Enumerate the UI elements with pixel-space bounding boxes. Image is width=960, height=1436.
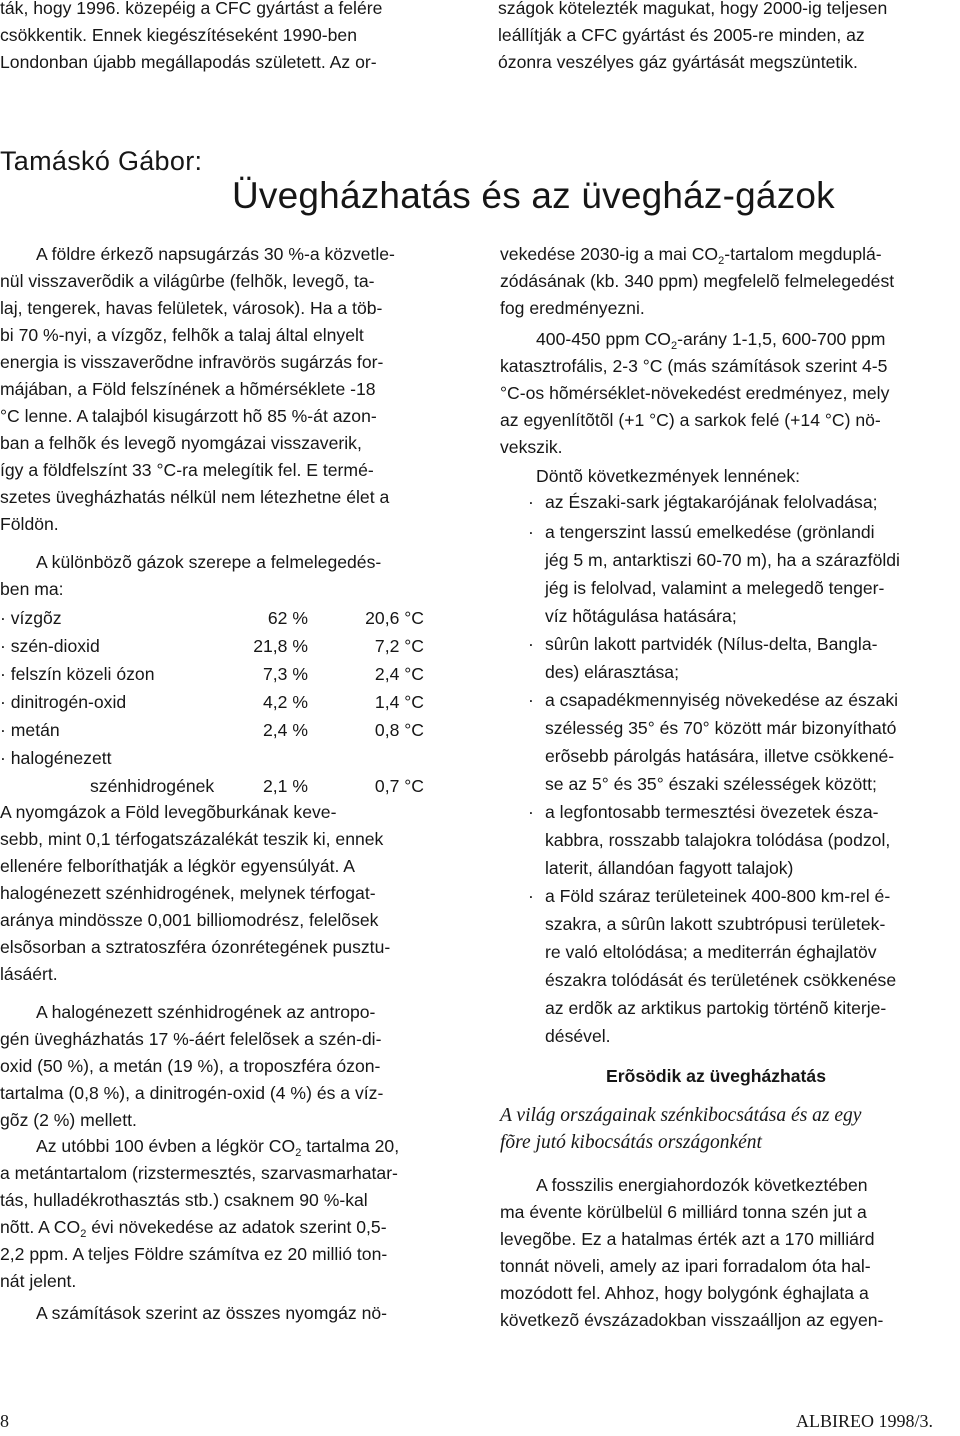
gas-name: · felszín közeli ózon bbox=[0, 664, 155, 684]
subscript: 2 bbox=[295, 1147, 302, 1159]
list-item: jég is felolvad, valamint a melegedõ tenger- bbox=[545, 578, 885, 598]
list-item: laterit, állandóan fagyott talajok) bbox=[545, 858, 794, 878]
bullet-icon: · bbox=[528, 492, 534, 512]
text-line bbox=[0, 1217, 387, 1240]
text-line: katasztrofális, 2-3 °C (más számítások szerint 4-5 bbox=[500, 356, 888, 376]
text-line: °C lenne. A talajból kisugárzott hõ 85 %-át azon- bbox=[0, 406, 377, 426]
bullet-icon: · bbox=[528, 802, 534, 822]
article-title: Üvegházhatás és az üvegház-gázok bbox=[232, 175, 835, 216]
bullet-icon: · bbox=[528, 690, 534, 710]
gas-name: · halogénezett bbox=[0, 748, 112, 768]
text-line: nát jelent. bbox=[0, 1271, 77, 1291]
gas-name: szénhidrogének bbox=[90, 776, 215, 796]
gas-temp: 7,2 °C bbox=[374, 636, 424, 656]
text-fragment: nõtt. A CO bbox=[0, 1217, 81, 1237]
text-line: °C-os hõmérséklet-növekedést eredményez, mely bbox=[500, 383, 890, 403]
list-item: szélesség 35° és 70° között már bizonyítható bbox=[545, 718, 897, 738]
list-item: szakra, a sûrûn lakott szubtrópusi területek- bbox=[545, 914, 886, 934]
text-line: így a földfelszínt 33 °C-ra melegítik fel. E termé- bbox=[0, 460, 374, 480]
list-item: északra tolódását és területének csökkenése bbox=[545, 970, 897, 990]
text-line bbox=[36, 1136, 400, 1159]
list-item: se az 5° és 35° északi szélességek között; bbox=[545, 774, 877, 794]
text-fragment: évi növekedése az adatok szerint 0,5- bbox=[86, 1217, 387, 1237]
text-line: zódásának (kb. 340 ppm) megfelelõ felmelegedést bbox=[500, 271, 895, 291]
list-item: désével. bbox=[545, 1026, 611, 1046]
text-line: leállítják a CFC gyártást és 2005-re minden, az bbox=[498, 25, 865, 45]
gas-percent: 62 % bbox=[267, 608, 308, 628]
list-item: a csapadékmennyiség növekedése az északi bbox=[545, 690, 899, 710]
text-line: tartalma (0,8 %), a dinitrogén-oxid (4 %) és a víz- bbox=[0, 1083, 384, 1103]
list-item: jég 5 m, antarktiszi 60-70 m), ha a szárazföldi bbox=[545, 550, 900, 570]
text-fragment: tartalma 20, bbox=[301, 1136, 400, 1156]
journal-issue: ALBIREO 1998/3. bbox=[796, 1411, 933, 1431]
gas-temp: 1,4 °C bbox=[374, 692, 424, 712]
list-item: des) elárasztása; bbox=[545, 662, 679, 682]
text-line: fog eredményezni. bbox=[500, 298, 645, 318]
text-fragment: -arány 1-1,5, 600-700 ppm bbox=[677, 329, 886, 349]
text-line bbox=[500, 244, 882, 267]
gas-percent: 2,4 % bbox=[263, 720, 308, 740]
text-line: ózonra veszélyes gáz gyártását megszüntetik. bbox=[498, 52, 858, 72]
text-line: elsõsorban a sztratoszféra ózonrétegének pusztu- bbox=[0, 937, 391, 957]
gas-temp: 20,6 °C bbox=[365, 608, 424, 628]
text-fragment: 400-450 ppm CO bbox=[536, 329, 671, 349]
text-line: lásáért. bbox=[0, 964, 58, 984]
subscript: 2 bbox=[718, 255, 725, 267]
text-fragment: vekedése 2030-ig a mai CO bbox=[500, 244, 719, 264]
text-line: tás, hulladékrothasztás stb.) csaknem 90 %-kal bbox=[0, 1190, 368, 1210]
text-line bbox=[536, 329, 886, 352]
list-item: kabbra, rosszabb talajokra tolódása (podzol, bbox=[545, 830, 891, 850]
gas-name: · szén-dioxid bbox=[0, 636, 100, 656]
text-line: aránya mindössze 0,001 billiomodrész, felelõsek bbox=[0, 910, 379, 930]
text-line: ták, hogy 1996. közepéig a CFC gyártást a felére bbox=[0, 0, 383, 18]
text-line: 2,2 ppm. A teljes Földre számítva ez 20 millió ton- bbox=[0, 1244, 388, 1264]
bullet-icon: · bbox=[528, 634, 534, 654]
text-line: Londonban újabb megállapodás született. Az or- bbox=[0, 52, 377, 72]
text-line: energia is visszaverõdne infravörös sugárzás for- bbox=[0, 352, 384, 372]
text-line: a metántartalom (rizstermesztés, szarvasmarhatar- bbox=[0, 1163, 398, 1183]
list-item: erõsebb párolgás hatására, illetve csökkené- bbox=[545, 746, 895, 766]
list-item: a legfontosabb termesztési övezetek észa- bbox=[545, 802, 879, 822]
gas-temp: 0,7 °C bbox=[374, 776, 424, 796]
text-line: gén üvegházhatás 17 %-áért felelõsek a szén-di- bbox=[0, 1029, 382, 1049]
text-line: ellenére felboríthatják a légkör egyensúlyát. A bbox=[0, 856, 356, 876]
text-line: A halogénezett szénhidrogének az antropo- bbox=[36, 1002, 376, 1022]
text-line: gõz (2 %) mellett. bbox=[0, 1110, 137, 1130]
text-line: ban a felhõk és levegõ nyomgázai visszaverik, bbox=[0, 433, 362, 453]
subscript: 2 bbox=[670, 340, 678, 352]
gas-percent: 7,3 % bbox=[263, 664, 308, 684]
bullet-icon: · bbox=[528, 886, 534, 906]
list-item: a Föld száraz területeinek 400-800 km-rel é- bbox=[545, 886, 891, 906]
text-line: az egyenlítõtõl (+1 °C) a sarkok felé (+14 °C) nö- bbox=[500, 410, 881, 430]
text-line: csökkentik. Ennek kiegészítéseként 1990-ben bbox=[0, 25, 357, 45]
text-line: ma évente körülbelül 6 milliárd tonna szén jut a bbox=[500, 1202, 867, 1222]
text-line: oxid (50 %), a metán (19 %), a troposzféra ózon- bbox=[0, 1056, 381, 1076]
text-line: A fosszilis energiahordozók következtében bbox=[536, 1175, 868, 1195]
text-line: A számítások szerint az összes nyomgáz nö- bbox=[36, 1303, 388, 1323]
text-line: bi 70 %-nyi, a vízgõz, felhõk a talaj által elnyelt bbox=[0, 325, 364, 345]
text-fragment: -tartalom megduplá- bbox=[724, 244, 882, 264]
text-line: szetes üvegházhatás nélkül nem létezhetne élet a bbox=[0, 487, 390, 507]
subscript: 2 bbox=[80, 1228, 87, 1240]
bullet-icon: · bbox=[528, 522, 534, 542]
text-line: levegõbe. Ez a hatalmas érték azt a 170 milliárd bbox=[500, 1229, 875, 1249]
text-line: laj, tengerek, havas felületek, városok). Ha a töb- bbox=[0, 298, 383, 318]
gas-temp: 0,8 °C bbox=[374, 720, 424, 740]
text-line: vekszik. bbox=[500, 437, 563, 457]
gas-name: · vízgõz bbox=[0, 608, 62, 628]
list-item: a tengerszint lassú emelkedése (grönlandi bbox=[545, 522, 875, 542]
text-line: A földre érkezõ napsugárzás 30 %-a közvetle- bbox=[36, 244, 395, 264]
text-fragment: Az utóbbi 100 évben a légkör CO bbox=[36, 1136, 296, 1156]
text-line: májában, a Föld felszínének a hõmérséklete -18 bbox=[0, 379, 376, 399]
text-line: A különbözõ gázok szerepe a felmelegedés- bbox=[36, 552, 382, 572]
text-line: halogénezett szénhidrogének, melynek térfogat- bbox=[0, 883, 376, 903]
gas-name: · metán bbox=[0, 720, 60, 740]
gas-temp: 2,4 °C bbox=[374, 664, 424, 684]
figure-caption: A világ országainak szénkibocsátása és az egy bbox=[500, 1105, 862, 1126]
figure-caption: fõre jutó kibocsátás országonként bbox=[500, 1132, 762, 1153]
text-line: nül visszaverõdik a világûrbe (felhõk, levegõ, ta- bbox=[0, 271, 375, 291]
text-line: sebb, mint 0,1 térfogatszázalékát teszik ki, ennek bbox=[0, 829, 384, 849]
text-line: következõ évszázadokban visszaálljon az egyen- bbox=[500, 1310, 884, 1330]
gas-percent: 2,1 % bbox=[263, 776, 308, 796]
text-line: tonnát növeli, amely az ipari forradalom óta hal- bbox=[500, 1256, 871, 1276]
page-number: 8 bbox=[0, 1411, 9, 1431]
list-item: az erdõk az arktikus partokig történõ kiterje- bbox=[545, 998, 887, 1018]
section-subheading: Erõsödik az üvegházhatás bbox=[606, 1066, 826, 1086]
gas-percent: 4,2 % bbox=[263, 692, 308, 712]
text-line: mozódott fel. Ahhoz, hogy bolygónk éghajlata a bbox=[500, 1283, 869, 1303]
list-item: víz hõtágulása hatására; bbox=[545, 606, 737, 626]
gas-percent: 21,8 % bbox=[253, 636, 308, 656]
list-item: sûrûn lakott partvidék (Nílus-delta, Bangla- bbox=[545, 634, 878, 654]
list-item: re való eltolódása; a mediterrán éghajlatöv bbox=[545, 942, 877, 962]
text-line: A nyomgázok a Föld levegõburkának keve- bbox=[0, 802, 337, 822]
article-author: Tamáskó Gábor: bbox=[0, 146, 203, 176]
list-item: az Északi-sark jégtakarójának felolvadása; bbox=[545, 492, 878, 512]
text-line: szágok kötelezték magukat, hogy 2000-ig teljesen bbox=[498, 0, 888, 18]
text-line: ben ma: bbox=[0, 579, 64, 599]
gas-name: · dinitrogén-oxid bbox=[0, 692, 127, 712]
text-line: Földön. bbox=[0, 514, 59, 534]
consequences-intro: Döntõ következmények lennének: bbox=[536, 466, 801, 486]
